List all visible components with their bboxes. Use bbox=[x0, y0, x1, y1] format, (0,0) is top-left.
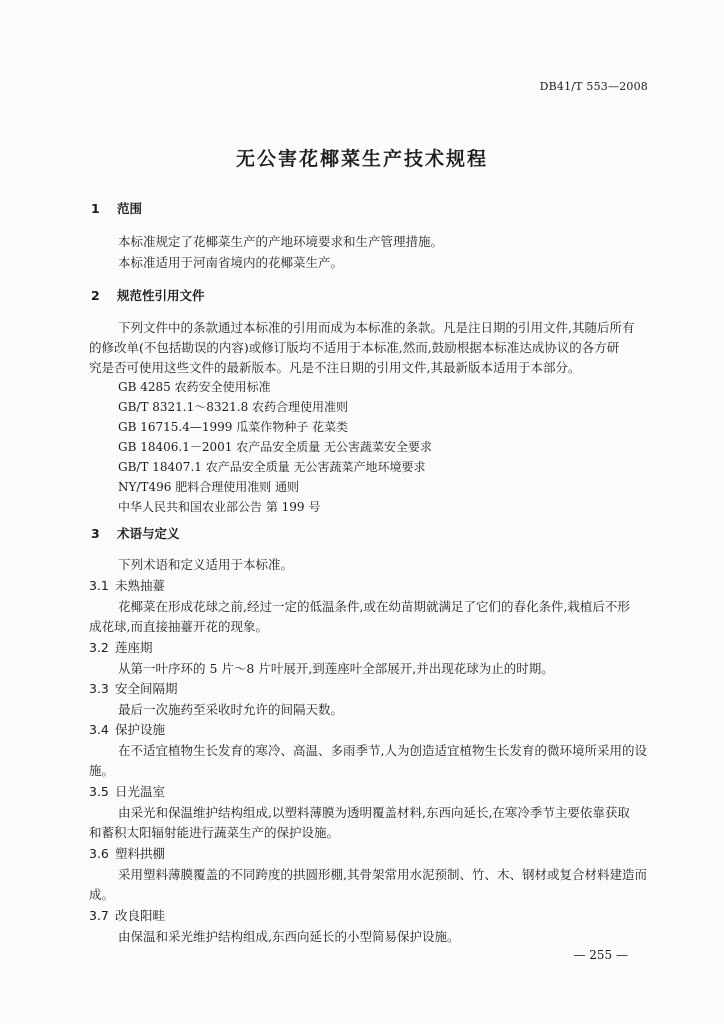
section-2-heading: 2 规范性引用文件 bbox=[91, 288, 205, 303]
section-2-intro-line: 的修改单(不包括勘误的内容)或修订版均不适用于本标准,然而,鼓励根据本标准达成协议的各方研 bbox=[89, 340, 620, 355]
section-1-paragraph: 本标准适用于河南省境内的花椰菜生产。 bbox=[118, 255, 344, 270]
reference-item: GB 18406.1－2001 农产品安全质量 无公害蔬菜安全要求 bbox=[118, 440, 433, 454]
term-3-2-definition: 从第一叶序环的 5 片～8 片叶展开,到莲座叶全部展开,并出现花球为止的时期。 bbox=[118, 661, 554, 676]
reference-item: GB/T 18407.1 农产品安全质量 无公害蔬菜产地环境要求 bbox=[118, 460, 426, 474]
standard-code: DB41/T 553—2008 bbox=[539, 80, 648, 93]
term-3-1-definition: 成花球,而直接抽薹开花的现象。 bbox=[89, 619, 268, 634]
document-title: 无公害花椰菜生产技术规程 bbox=[235, 148, 488, 170]
reference-item: GB 4285 农药安全使用标准 bbox=[118, 380, 271, 394]
term-3-5-definition: 和蓄积太阳辐射能进行蔬菜生产的保护设施。 bbox=[89, 825, 340, 840]
reference-item: GB 16715.4—1999 瓜菜作物种子 花菜类 bbox=[118, 420, 349, 434]
page-number: — 255 — bbox=[573, 948, 628, 962]
term-3-4-heading: 3.4 保护设施 bbox=[89, 722, 166, 737]
reference-item: GB/T 8321.1～8321.8 农药合理使用准则 bbox=[118, 400, 349, 414]
term-3-6-heading: 3.6 塑料拱棚 bbox=[89, 846, 166, 861]
reference-item: NY/T496 肥料合理使用准则 通则 bbox=[118, 480, 300, 494]
reference-item: 中华人民共和国农业部公告 第 199 号 bbox=[118, 500, 321, 514]
section-2-intro-line: 下列文件中的条款通过本标准的引用而成为本标准的条款。凡是注日期的引用文件,其随后所有 bbox=[118, 320, 635, 335]
term-3-5-definition: 由采光和保温维护结构组成,以塑料薄膜为透明覆盖材料,东西向延长,在寒冷季节主要依靠获取 bbox=[118, 805, 630, 820]
section-2-intro-line: 究是否可使用这些文件的最新版本。凡是不注日期的引用文件,其最新版本适用于本部分。 bbox=[89, 360, 581, 375]
section-3-intro: 下列术语和定义适用于本标准。 bbox=[118, 557, 294, 572]
term-3-3-definition: 最后一次施药至采收时允许的间隔天数。 bbox=[118, 702, 344, 717]
term-3-6-definition: 采用塑料薄膜覆盖的不同跨度的拱圆形棚,其骨架常用水泥预制、竹、木、钢材或复合材料建造而 bbox=[118, 867, 647, 882]
term-3-7-definition: 由保温和采光维护结构组成,东西向延长的小型简易保护设施。 bbox=[118, 929, 460, 944]
section-1-heading: 1 范围 bbox=[91, 201, 143, 216]
term-3-5-heading: 3.5 日光温室 bbox=[89, 784, 166, 799]
term-3-1-definition: 花椰菜在形成花球之前,经过一定的低温条件,或在幼苗期就满足了它们的春化条件,栽植后不形 bbox=[118, 599, 630, 614]
section-3-heading: 3 术语与定义 bbox=[91, 526, 180, 541]
term-3-4-definition: 施。 bbox=[89, 763, 115, 778]
term-3-6-definition: 成。 bbox=[89, 887, 115, 902]
term-3-1-heading: 3.1 未熟抽薹 bbox=[89, 578, 166, 593]
section-1-paragraph: 本标准规定了花椰菜生产的产地环境要求和生产管理措施。 bbox=[118, 234, 444, 249]
term-3-4-definition: 在不适宜植物生长发育的寒冷、高温、多雨季节,人为创造适宜植物生长发育的微环境所采用的设 bbox=[118, 743, 647, 758]
term-3-3-heading: 3.3 安全间隔期 bbox=[89, 681, 178, 696]
term-3-2-heading: 3.2 莲座期 bbox=[89, 640, 153, 655]
term-3-7-heading: 3.7 改良阳畦 bbox=[89, 908, 166, 923]
